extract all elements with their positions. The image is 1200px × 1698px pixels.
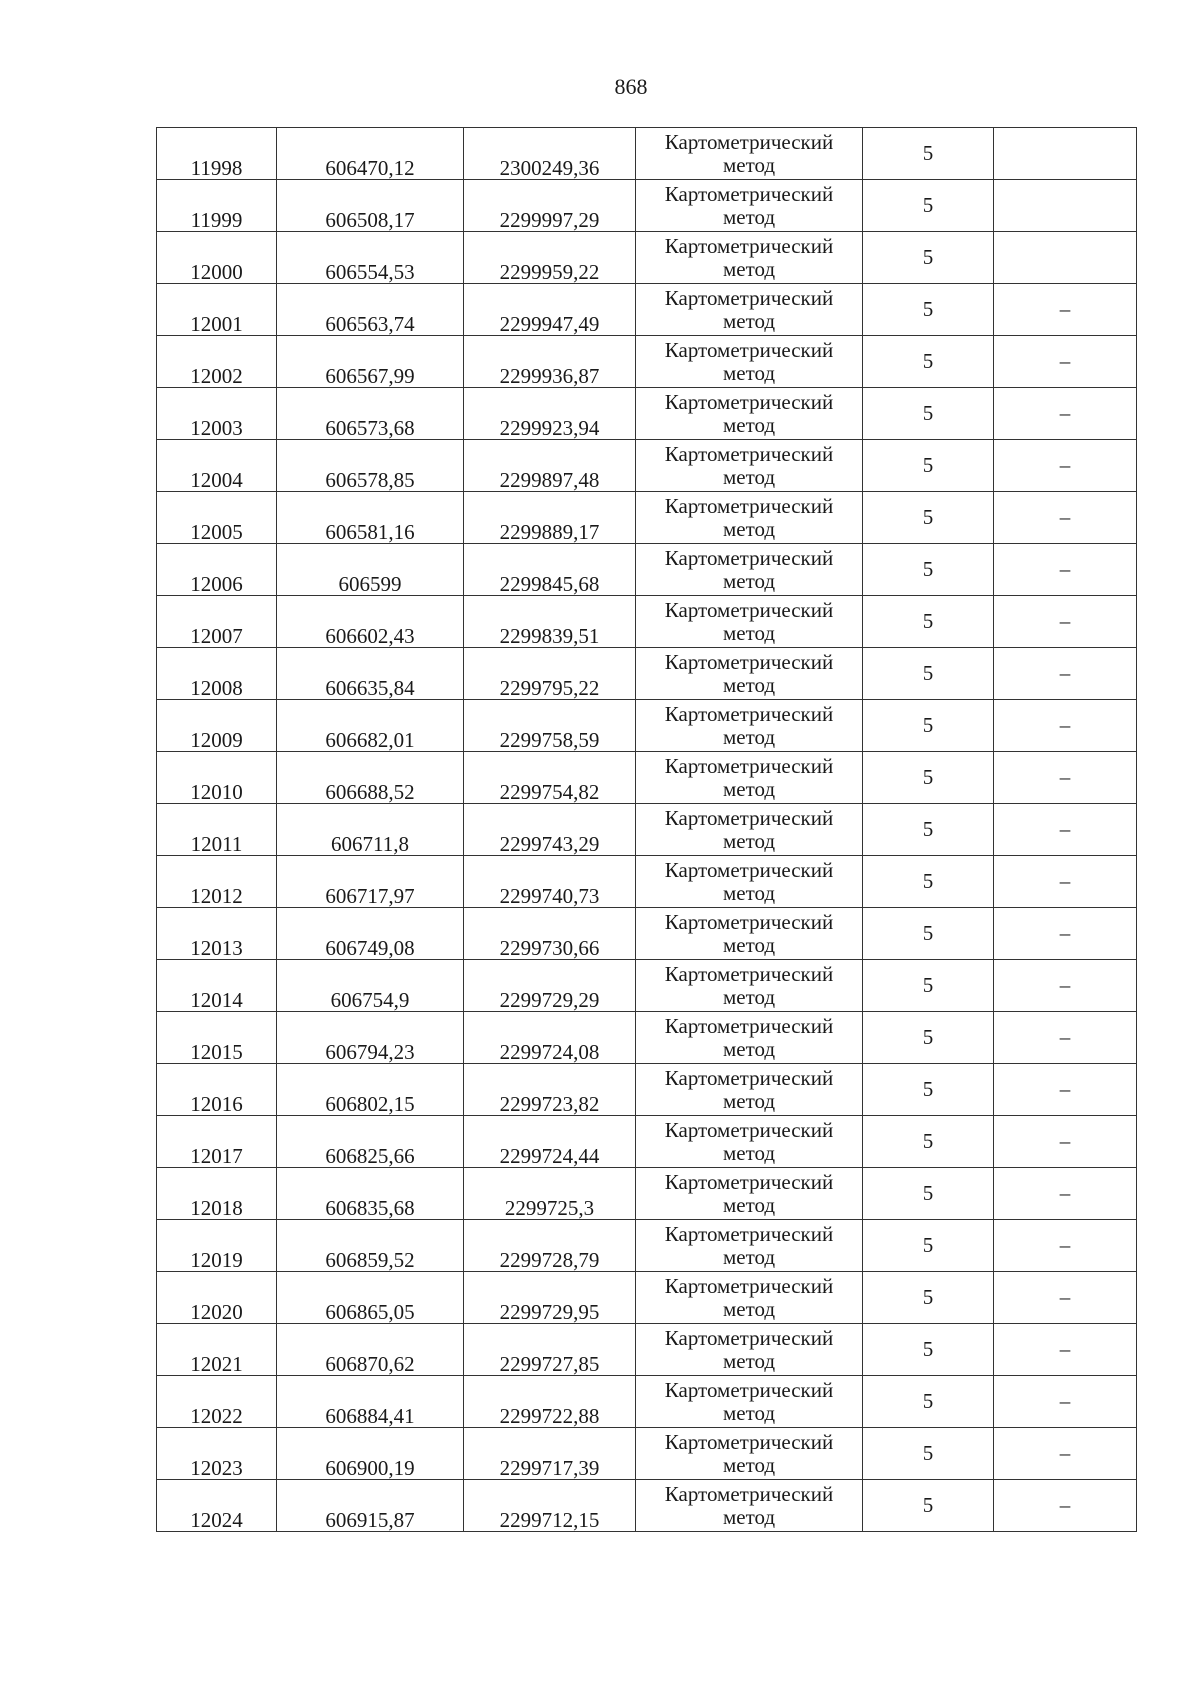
method-line-1: Картометрический [664, 1170, 834, 1195]
method-cell [636, 544, 863, 596]
table-row [157, 856, 1137, 908]
accuracy-cell: 5 [863, 180, 994, 232]
point-number-cell: 12002 [157, 336, 277, 388]
point-number-cell: 12017 [157, 1116, 277, 1168]
method-cell [636, 960, 863, 1012]
point-number-cell: 12018 [157, 1168, 277, 1220]
method-line-2: метод [722, 672, 776, 697]
accuracy-cell: 5 [863, 1116, 994, 1168]
method-line-1: Картометрический [664, 1326, 834, 1351]
method-cell [636, 1168, 863, 1220]
method-cell [636, 752, 863, 804]
x-coordinate-cell: 606749,08 [277, 908, 464, 960]
method-line-2: метод [722, 932, 776, 957]
y-coordinate-cell: 2299724,44 [464, 1116, 636, 1168]
table-row [157, 336, 1137, 388]
method-line-1: Картометрический [664, 1378, 834, 1403]
y-coordinate-cell: 2299997,29 [464, 180, 636, 232]
y-coordinate-cell: 2299897,48 [464, 440, 636, 492]
y-coordinate-cell: 2299839,51 [464, 596, 636, 648]
accuracy-cell: 5 [863, 232, 994, 284]
accuracy-cell: 5 [863, 388, 994, 440]
table-row [157, 284, 1137, 336]
method-cell [636, 648, 863, 700]
accuracy-cell: 5 [863, 336, 994, 388]
method-line-2: метод [722, 1036, 776, 1061]
y-coordinate-cell: 2299729,95 [464, 1272, 636, 1324]
method-line-2: метод [722, 568, 776, 593]
accuracy-cell: 5 [863, 596, 994, 648]
accuracy-cell: 5 [863, 1324, 994, 1376]
point-number-cell: 12008 [157, 648, 277, 700]
note-cell: – [994, 1428, 1137, 1480]
x-coordinate-cell: 606602,43 [277, 596, 464, 648]
x-coordinate-cell: 606711,8 [277, 804, 464, 856]
method-cell [636, 1116, 863, 1168]
method-line-2: метод [722, 1296, 776, 1321]
accuracy-cell: 5 [863, 752, 994, 804]
method-cell [636, 1064, 863, 1116]
y-coordinate-cell: 2299889,17 [464, 492, 636, 544]
point-number-cell: 12023 [157, 1428, 277, 1480]
method-line-1: Картометрический [664, 962, 834, 987]
x-coordinate-cell: 606581,16 [277, 492, 464, 544]
table-row [157, 1272, 1137, 1324]
x-coordinate-cell: 606825,66 [277, 1116, 464, 1168]
x-coordinate-cell: 606915,87 [277, 1480, 464, 1532]
y-coordinate-cell: 2299740,73 [464, 856, 636, 908]
point-number-cell: 12016 [157, 1064, 277, 1116]
method-cell [636, 232, 863, 284]
note-cell [994, 180, 1137, 232]
x-coordinate-cell: 606563,74 [277, 284, 464, 336]
point-number-cell: 12020 [157, 1272, 277, 1324]
point-number-cell: 12014 [157, 960, 277, 1012]
method-cell [636, 596, 863, 648]
x-coordinate-cell: 606573,68 [277, 388, 464, 440]
point-number-cell: 12022 [157, 1376, 277, 1428]
accuracy-cell: 5 [863, 804, 994, 856]
method-line-1: Картометрический [664, 442, 834, 467]
method-cell [636, 1376, 863, 1428]
method-line-2: метод [722, 412, 776, 437]
note-cell: – [994, 1012, 1137, 1064]
note-cell: – [994, 804, 1137, 856]
table-row [157, 128, 1137, 180]
x-coordinate-cell: 606802,15 [277, 1064, 464, 1116]
method-cell [636, 336, 863, 388]
method-line-2: метод [722, 1504, 776, 1529]
note-cell: – [994, 336, 1137, 388]
method-cell [636, 284, 863, 336]
method-cell [636, 440, 863, 492]
method-line-2: метод [722, 828, 776, 853]
method-line-2: метод [722, 256, 776, 281]
method-line-2: метод [722, 360, 776, 385]
method-line-1: Картометрический [664, 130, 834, 155]
method-line-1: Картометрический [664, 546, 834, 571]
table-row [157, 700, 1137, 752]
note-cell: – [994, 1064, 1137, 1116]
y-coordinate-cell: 2299947,49 [464, 284, 636, 336]
accuracy-cell: 5 [863, 284, 994, 336]
method-line-2: метод [722, 1088, 776, 1113]
x-coordinate-cell: 606884,41 [277, 1376, 464, 1428]
method-line-1: Картометрический [664, 1430, 834, 1455]
accuracy-cell: 5 [863, 960, 994, 1012]
method-line-1: Картометрический [664, 1066, 834, 1091]
method-cell [636, 908, 863, 960]
method-line-1: Картометрический [664, 234, 834, 259]
table-row [157, 440, 1137, 492]
table-row [157, 1220, 1137, 1272]
method-line-2: метод [722, 620, 776, 645]
x-coordinate-cell: 606599 [277, 544, 464, 596]
method-cell [636, 128, 863, 180]
accuracy-cell: 5 [863, 1480, 994, 1532]
method-line-2: метод [722, 1452, 776, 1477]
coordinates-table [156, 127, 1137, 1532]
table-row [157, 1064, 1137, 1116]
y-coordinate-cell: 2299730,66 [464, 908, 636, 960]
point-number-cell: 12010 [157, 752, 277, 804]
method-cell [636, 1272, 863, 1324]
note-cell [994, 128, 1137, 180]
method-line-2: метод [722, 1348, 776, 1373]
accuracy-cell: 5 [863, 544, 994, 596]
y-coordinate-cell: 2299717,39 [464, 1428, 636, 1480]
point-number-cell: 12004 [157, 440, 277, 492]
point-number-cell: 12000 [157, 232, 277, 284]
y-coordinate-cell: 2299712,15 [464, 1480, 636, 1532]
point-number-cell: 11998 [157, 128, 277, 180]
table-row [157, 1324, 1137, 1376]
point-number-cell: 12015 [157, 1012, 277, 1064]
accuracy-cell: 5 [863, 908, 994, 960]
y-coordinate-cell: 2300249,36 [464, 128, 636, 180]
table-body [157, 128, 1137, 1532]
method-line-1: Картометрический [664, 338, 834, 363]
method-line-1: Картометрический [664, 390, 834, 415]
point-number-cell: 12013 [157, 908, 277, 960]
method-line-2: метод [722, 152, 776, 177]
table-row [157, 1480, 1137, 1532]
table-row [157, 1168, 1137, 1220]
accuracy-cell: 5 [863, 1220, 994, 1272]
method-cell [636, 388, 863, 440]
accuracy-cell: 5 [863, 856, 994, 908]
x-coordinate-cell: 606470,12 [277, 128, 464, 180]
x-coordinate-cell: 606870,62 [277, 1324, 464, 1376]
x-coordinate-cell: 606794,23 [277, 1012, 464, 1064]
y-coordinate-cell: 2299724,08 [464, 1012, 636, 1064]
method-line-1: Картометрический [664, 702, 834, 727]
note-cell: – [994, 1480, 1137, 1532]
table-row [157, 1428, 1137, 1480]
note-cell: – [994, 960, 1137, 1012]
note-cell: – [994, 908, 1137, 960]
method-cell [636, 804, 863, 856]
note-cell [994, 232, 1137, 284]
point-number-cell: 12012 [157, 856, 277, 908]
note-cell: – [994, 1220, 1137, 1272]
point-number-cell: 12007 [157, 596, 277, 648]
y-coordinate-cell: 2299743,29 [464, 804, 636, 856]
method-cell [636, 1012, 863, 1064]
note-cell: – [994, 492, 1137, 544]
method-line-2: метод [722, 776, 776, 801]
table-row [157, 804, 1137, 856]
method-cell [636, 856, 863, 908]
table-row [157, 180, 1137, 232]
note-cell: – [994, 856, 1137, 908]
y-coordinate-cell: 2299725,3 [464, 1168, 636, 1220]
accuracy-cell: 5 [863, 440, 994, 492]
note-cell: – [994, 1272, 1137, 1324]
method-line-1: Картометрический [664, 650, 834, 675]
method-cell [636, 1428, 863, 1480]
x-coordinate-cell: 606688,52 [277, 752, 464, 804]
note-cell: – [994, 440, 1137, 492]
note-cell: – [994, 752, 1137, 804]
table-row [157, 908, 1137, 960]
table-row [157, 388, 1137, 440]
method-line-2: метод [722, 464, 776, 489]
method-cell [636, 700, 863, 752]
x-coordinate-cell: 606554,53 [277, 232, 464, 284]
method-line-1: Картометрический [664, 910, 834, 935]
x-coordinate-cell: 606578,85 [277, 440, 464, 492]
note-cell: – [994, 1168, 1137, 1220]
y-coordinate-cell: 2299754,82 [464, 752, 636, 804]
table-row [157, 492, 1137, 544]
y-coordinate-cell: 2299758,59 [464, 700, 636, 752]
method-line-1: Картометрический [664, 858, 834, 883]
method-line-1: Картометрический [664, 754, 834, 779]
y-coordinate-cell: 2299795,22 [464, 648, 636, 700]
method-line-1: Картометрический [664, 1482, 834, 1507]
accuracy-cell: 5 [863, 700, 994, 752]
y-coordinate-cell: 2299728,79 [464, 1220, 636, 1272]
method-line-1: Картометрический [664, 806, 834, 831]
y-coordinate-cell: 2299727,85 [464, 1324, 636, 1376]
x-coordinate-cell: 606717,97 [277, 856, 464, 908]
method-line-1: Картометрический [664, 1118, 834, 1143]
point-number-cell: 12009 [157, 700, 277, 752]
method-line-2: метод [722, 880, 776, 905]
method-cell [636, 492, 863, 544]
method-cell [636, 1220, 863, 1272]
y-coordinate-cell: 2299723,82 [464, 1064, 636, 1116]
method-line-2: метод [722, 1400, 776, 1425]
x-coordinate-cell: 606635,84 [277, 648, 464, 700]
method-line-1: Картометрический [664, 286, 834, 311]
x-coordinate-cell: 606900,19 [277, 1428, 464, 1480]
y-coordinate-cell: 2299923,94 [464, 388, 636, 440]
accuracy-cell: 5 [863, 1428, 994, 1480]
method-line-2: метод [722, 984, 776, 1009]
method-line-2: метод [722, 204, 776, 229]
note-cell: – [994, 388, 1137, 440]
table-row [157, 960, 1137, 1012]
accuracy-cell: 5 [863, 648, 994, 700]
x-coordinate-cell: 606567,99 [277, 336, 464, 388]
method-cell [636, 180, 863, 232]
table-row [157, 232, 1137, 284]
point-number-cell: 12011 [157, 804, 277, 856]
point-number-cell: 12003 [157, 388, 277, 440]
accuracy-cell: 5 [863, 1272, 994, 1324]
note-cell: – [994, 596, 1137, 648]
table-row [157, 752, 1137, 804]
y-coordinate-cell: 2299729,29 [464, 960, 636, 1012]
note-cell: – [994, 648, 1137, 700]
table-row [157, 1116, 1137, 1168]
point-number-cell: 11999 [157, 180, 277, 232]
accuracy-cell: 5 [863, 128, 994, 180]
method-line-1: Картометрический [664, 182, 834, 207]
method-line-2: метод [722, 516, 776, 541]
point-number-cell: 12001 [157, 284, 277, 336]
table-row [157, 596, 1137, 648]
method-line-1: Картометрический [664, 1274, 834, 1299]
y-coordinate-cell: 2299722,88 [464, 1376, 636, 1428]
method-line-1: Картометрический [664, 598, 834, 623]
note-cell: – [994, 700, 1137, 752]
method-line-2: метод [722, 1192, 776, 1217]
method-line-2: метод [722, 308, 776, 333]
table-row [157, 544, 1137, 596]
page-number: 868 [614, 74, 648, 99]
note-cell: – [994, 1324, 1137, 1376]
x-coordinate-cell: 606835,68 [277, 1168, 464, 1220]
y-coordinate-cell: 2299936,87 [464, 336, 636, 388]
accuracy-cell: 5 [863, 1012, 994, 1064]
point-number-cell: 12005 [157, 492, 277, 544]
point-number-cell: 12024 [157, 1480, 277, 1532]
accuracy-cell: 5 [863, 492, 994, 544]
y-coordinate-cell: 2299845,68 [464, 544, 636, 596]
method-line-2: метод [722, 724, 776, 749]
method-cell [636, 1480, 863, 1532]
point-number-cell: 12021 [157, 1324, 277, 1376]
note-cell: – [994, 1376, 1137, 1428]
method-cell [636, 1324, 863, 1376]
note-cell: – [994, 284, 1137, 336]
method-line-1: Картометрический [664, 1222, 834, 1247]
method-line-2: метод [722, 1140, 776, 1165]
point-number-cell: 12006 [157, 544, 277, 596]
x-coordinate-cell: 606682,01 [277, 700, 464, 752]
x-coordinate-cell: 606508,17 [277, 180, 464, 232]
point-number-cell: 12019 [157, 1220, 277, 1272]
method-line-2: метод [722, 1244, 776, 1269]
method-line-1: Картометрический [664, 494, 834, 519]
accuracy-cell: 5 [863, 1168, 994, 1220]
accuracy-cell: 5 [863, 1376, 994, 1428]
note-cell: – [994, 1116, 1137, 1168]
table-row [157, 1376, 1137, 1428]
x-coordinate-cell: 606859,52 [277, 1220, 464, 1272]
note-cell: – [994, 544, 1137, 596]
table-row [157, 1012, 1137, 1064]
table-row [157, 648, 1137, 700]
accuracy-cell: 5 [863, 1064, 994, 1116]
x-coordinate-cell: 606865,05 [277, 1272, 464, 1324]
x-coordinate-cell: 606754,9 [277, 960, 464, 1012]
y-coordinate-cell: 2299959,22 [464, 232, 636, 284]
method-line-1: Картометрический [664, 1014, 834, 1039]
